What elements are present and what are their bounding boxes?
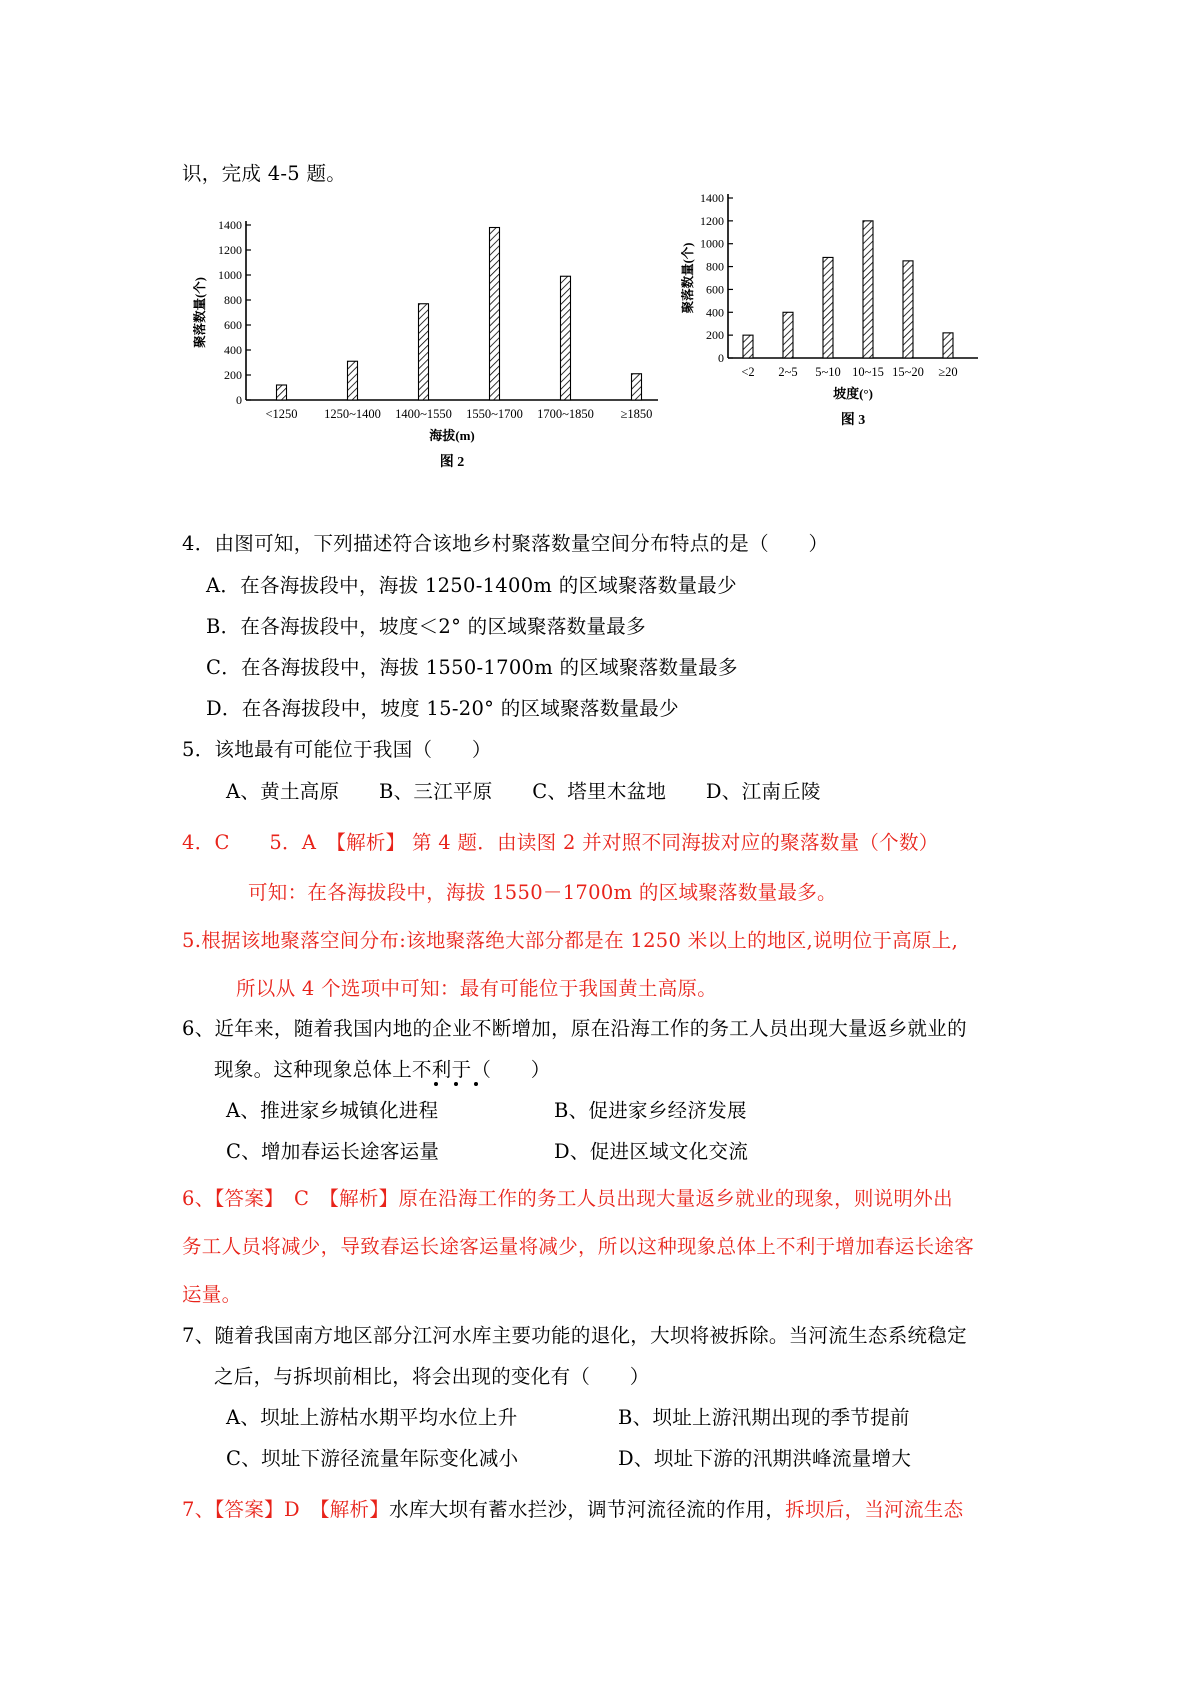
chart-fig2 <box>193 205 680 475</box>
q7-option-d: D、坝址下游的汛期洪峰流量增大 <box>618 1447 912 1470</box>
bar <box>823 257 833 358</box>
y-tick-label: 200 <box>706 328 724 343</box>
y-tick-label: 400 <box>706 305 724 320</box>
x-tick-label: 1700~1850 <box>537 407 594 421</box>
q7-stem-line1: 7、随着我国南方地区部分江河水库主要功能的退化，大坝将被拆除。当河流生态系统稳定 <box>182 1324 967 1347</box>
bar <box>490 228 500 401</box>
answer-4-5-line4: 所以从 4 个选项中可知：最有可能位于我国黄土高原。 <box>236 977 718 1000</box>
q6-stem-line1: 6、近年来，随着我国内地的企业不断增加，原在沿海工作的务工人员出现大量返乡就业的 <box>182 1017 967 1040</box>
y-tick-label: 800 <box>224 293 242 307</box>
bar <box>783 312 793 358</box>
y-tick-label: 600 <box>224 318 242 332</box>
q7-option-c: C、坝址下游径流量年际变化减小 <box>226 1447 519 1470</box>
y-tick-label: 1200 <box>218 243 242 257</box>
emphasis-dots <box>434 1082 512 1088</box>
q7-stem-line2: 之后，与拆坝前相比，将会出现的变化有（ ） <box>214 1365 650 1388</box>
bar <box>277 385 287 400</box>
x-tick-label: 10~15 <box>852 365 884 379</box>
answer-4-5-line1: 4．C 5．A 【解析】 第 4 题．由读图 2 并对照不同海拔对应的聚落数量（个数） <box>182 831 939 854</box>
answer-7-label: 7、【答案】D 【解析】 <box>182 1498 390 1521</box>
answer-7-explanation: 水库大坝有蓄水拦沙，调节河流径流的作用， <box>389 1498 786 1521</box>
y-axis-label: 聚落数量(个) <box>681 242 695 314</box>
q4-stem: 4．由图可知，下列描述符合该地乡村聚落数量空间分布特点的是（ ） <box>182 532 829 555</box>
x-tick-label: 15~20 <box>892 365 924 379</box>
q4-option-d: D．在各海拔段中，坡度 15-20° 的区域聚落数量最少 <box>206 697 679 720</box>
x-tick-label: 1400~1550 <box>395 407 452 421</box>
q6-stem-line2: 现象。这种现象总体上不利于（ ） <box>214 1058 551 1081</box>
answer-6-line1: 6、【答案】 C 【解析】原在沿海工作的务工人员出现大量返乡就业的现象，则说明外出 <box>182 1187 953 1210</box>
x-tick-label: 1250~1400 <box>324 407 381 421</box>
intro-line: 识，完成 4-5 题。 <box>182 162 347 185</box>
q6-option-d: D、促进区域文化交流 <box>554 1140 749 1163</box>
answer-4-5-line2: 可知：在各海拔段中，海拔 1550－1700m 的区域聚落数量最多。 <box>248 881 837 904</box>
x-tick-label: ≥1850 <box>620 407 653 421</box>
x-tick-label: <1250 <box>265 407 298 421</box>
bar <box>419 304 429 400</box>
bar <box>903 261 913 358</box>
q5-stem: 5．该地最有可能位于我国（ ） <box>182 738 492 761</box>
y-axis-label: 聚落数量(个) <box>193 277 207 348</box>
y-tick-label: 0 <box>236 393 242 407</box>
q6-option-c: C、增加春运长途客运量 <box>226 1140 440 1163</box>
y-tick-label: 1000 <box>218 268 242 282</box>
y-tick-label: 200 <box>224 368 242 382</box>
y-tick-label: 1400 <box>700 191 724 205</box>
q4-option-c: C．在各海拔段中，海拔 1550-1700m 的区域聚落数量最多 <box>206 656 738 679</box>
q6-option-a: A、推进家乡城镇化进程 <box>226 1099 439 1122</box>
x-tick-label: 2~5 <box>778 365 798 379</box>
y-tick-label: 1000 <box>700 236 724 251</box>
q6-option-b: B、促进家乡经济发展 <box>554 1099 747 1122</box>
bar <box>632 374 642 400</box>
answer-4-5-line3: 5.根据该地聚落空间分布:该地聚落绝大部分都是在 1250 米以上的地区,说明位于高原上, <box>182 929 959 952</box>
bar <box>863 221 873 358</box>
q4-option-a: A．在各海拔段中，海拔 1250-1400m 的区域聚落数量最少 <box>206 574 737 597</box>
x-tick-label: 1550~1700 <box>466 407 523 421</box>
answer-7-continuation: 拆坝后，当河流生态 <box>785 1498 964 1521</box>
y-tick-label: 800 <box>706 259 724 274</box>
y-tick-label: 1400 <box>218 218 242 232</box>
answer-7-line1 <box>182 1494 963 1522</box>
q7-option-a: A、坝址上游枯水期平均水位上升 <box>226 1406 518 1429</box>
bar <box>348 361 358 400</box>
answer-6-line3: 运量。 <box>182 1283 242 1306</box>
chart-title: 图 3 <box>840 413 866 428</box>
q7-option-b: B、坝址上游汛期出现的季节提前 <box>618 1406 910 1429</box>
x-axis-label: 坡度(°) <box>833 386 873 401</box>
bar <box>743 335 753 358</box>
q5-options: A、黄土高原 B、三江平原 C、塔里木盆地 D、江南丘陵 <box>226 780 821 803</box>
bar <box>943 333 953 358</box>
y-tick-label: 600 <box>706 282 724 297</box>
x-axis-label: 海拔(m) <box>429 428 475 443</box>
x-tick-label: ≥20 <box>938 365 958 379</box>
y-tick-label: 0 <box>718 351 724 365</box>
y-tick-label: 400 <box>224 343 242 357</box>
x-tick-label: <2 <box>741 365 755 379</box>
chart-title: 图 2 <box>439 455 465 470</box>
bar <box>561 276 571 400</box>
answer-6-line2: 务工人员将减少，导致春运长途客运量将减少，所以这种现象总体上不利于增加春运长途客 <box>182 1235 975 1258</box>
q4-option-b: B．在各海拔段中，坡度＜2° 的区域聚落数量最多 <box>206 615 646 638</box>
y-tick-label: 1200 <box>700 213 724 228</box>
x-tick-label: 5~10 <box>815 365 841 379</box>
chart-fig3 <box>680 191 1010 470</box>
